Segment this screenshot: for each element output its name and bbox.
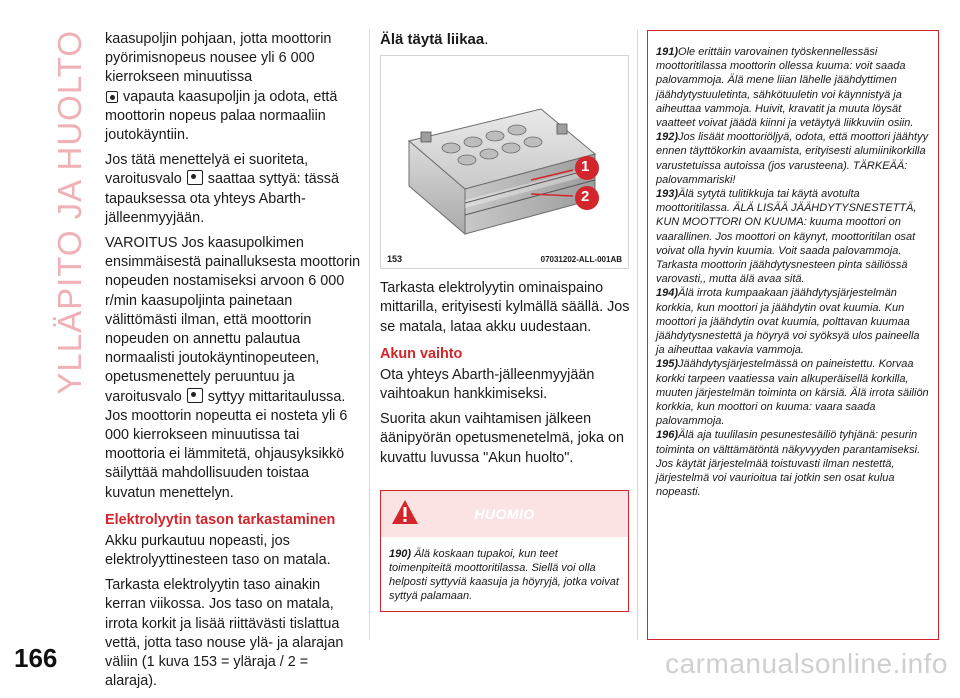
figure-number: 153: [387, 254, 403, 265]
column-left: [105, 30, 363, 698]
warnings-column: [647, 30, 939, 640]
notice-number: 190): [389, 547, 412, 560]
paragraph: Suorita akun vaihtamisen jälkeen äänipyörän opetusmenetelmä, joka on kuvattu luvussa "Akun huolto".: [380, 411, 625, 466]
warning-item: [656, 428, 930, 499]
paragraph-text: saattaa syttyä: tässä tapauksessa ota yhteys Abarth-jälleenmyyjään.: [105, 171, 339, 226]
paragraph-text: Jos tätä menettelyä ei suoriteta, varoitusvalo: [105, 152, 309, 188]
warning-lamp-icon: [187, 170, 203, 185]
warning-text: Ole erittäin varovainen työskennellessäsi moottoritilassa moottorin ollessa kuuma: voit saada palovammoja. Älä mene liian lähelle jäähdyttimen jäähdytystuuletinta, sähkötuuletin voi käynnistyä ja aiheuttaa vammoja. Huivit, kravatit ja muuta löysät vaatteet voivat jäädä kiinni ja vetäytyä liikkuviin osiin.: [656, 46, 914, 130]
page-number: 166: [14, 643, 58, 673]
paragraph-text: kaasupoljin pohjaan, jotta moottorin pyörimisnopeus nousee yli 6 000 kierrokseen minuutissa: [105, 31, 332, 86]
paragraph-text: vapauta kaasupoljin ja odota, että moottorin nopeus palaa normaaliin joutokäyntiin.: [105, 88, 338, 144]
warning-number: 195): [656, 358, 679, 371]
warning-text: Jäähdytysjärjestelmässä on paineistettu. Korvaa korkki tarpeen vaatiessa vain alkuperäisellä korkilla, muuten järjestelmän toiminta on kärsiä. Älä irrota säiliön korkkia, kun moottori on kuuma: vaara saada palovammoja.: [656, 358, 929, 428]
paragraph: [105, 151, 363, 228]
warning-number: 193): [656, 188, 679, 201]
warning-text: Jos lisäät moottoriöljyä, odota, että moottori jäähtyy ennen täyttökorkin avaamista, erityisesti alumiinikorkilla varustetuissa autoissa (jos varusteena). TÄRKEÄÄ: palovammariski!: [656, 131, 929, 186]
heading-end: .: [484, 31, 489, 48]
warning-item: [656, 45, 930, 130]
watermark: carmanualsonline.info: [665, 648, 948, 679]
warning-lamp-icon: [187, 388, 203, 403]
paragraph: [105, 30, 363, 145]
bullet-icon: [106, 91, 118, 103]
notice-title: HUOMIO: [474, 505, 535, 522]
heading-bold: Älä täytä liikaa: [380, 31, 485, 48]
callout-label-2: 2: [581, 188, 590, 206]
paragraph: Ota yhteys Abarth-jälleenmyyjään vaihtoakun hankkimiseksi.: [380, 366, 595, 403]
paragraph-text: VAROITUS Jos kaasupolkimen ensimmäisestä painalluksesta moottorin nopeuden nostamiseksi arvoon 6 000 r/min kaasupoljinta painetaan välittömästi ilman, että moottorin nopeuden on annettu palautua normaalisti joutokäyntinopeuteen, opetusmenettely peruuntuu ja varoitusvalo: [105, 235, 361, 405]
warning-number: 194): [656, 287, 679, 300]
warning-number: 196): [656, 429, 679, 442]
figure-code: 07031202-ALL-001AB: [540, 255, 622, 265]
paragraph: Tarkasta elektrolyytin taso ainakin kerran viikossa. Jos taso on matala, irrota korkit ja lisää riittävästi tislattua vettä, jotta taso nouse ylä- ja alarajan väliin (1 kuva 153 = yläraja / 2 = alaraja).: [105, 577, 344, 690]
section-title: Akun vaihto: [380, 345, 463, 362]
figure-battery: [380, 55, 629, 269]
warning-text: Älä sytytä tulitikkuja tai käytä avotulta moottoritilassa. ÄLÄ LISÄÄ JÄÄHDYTYSNESTETTÄ, KUN MOOTTORI ON KUUMA: kuuma moottori on vaarallinen. Jos moottori on käynyt, moottoritilan osat voivat olla hyvin kuumia. Voit saada palovammoja. Tarkasta moottorin jäähdytysnesteen pinta säiliössä varovasti,, mutta älä avaa sitä.: [656, 188, 917, 286]
side-tab-label: YLLÄPITO JA HUOLTO: [51, 30, 88, 395]
notice-body: [381, 537, 628, 611]
notice-box: [380, 490, 629, 612]
paragraph: Tarkasta elektrolyytin ominaispaino mittarilla, erityisesti kylmällä säällä. Jos se matala, lataa akku uudestaan.: [380, 280, 630, 335]
heading-line: [380, 30, 630, 49]
paragraph-text: syttyy mittaritaulussa.: [207, 388, 346, 405]
warning-item: [656, 130, 930, 187]
warning-number: 192): [656, 131, 679, 144]
notice-text: Älä koskaan tupakoi, kun teet toimenpiteitä moottoritilassa. Siellä voi olla helposti syttyviä kaasuja ja höyryjä, jotka voivat syttyä palamaan.: [389, 547, 619, 602]
paragraph-text: Jos moottorin nopeutta ei nosteta yli 6 000 kierrokseen minuutissa tai moottoria ei lämmitetä, ohjausyksikkö säilyttää mahdollisuuden toistaa kuvatun menettelyn.: [105, 407, 348, 501]
column-divider: [369, 30, 370, 640]
notice-header: [381, 491, 628, 537]
paragraph: Akku purkautuu nopeasti, jos elektrolyyttinesteen taso on matala.: [105, 532, 331, 569]
warning-triangle-icon: [391, 499, 419, 525]
column-middle: [380, 30, 630, 612]
warning-item: [656, 286, 930, 357]
battery-illustration: [381, 56, 628, 268]
side-tab: [47, 30, 93, 605]
warning-item: [656, 357, 930, 428]
section-title: Elektrolyytin tason tarkastaminen: [105, 511, 336, 528]
warning-text: Älä aja tuulilasin pesunestesäiliö tyhjänä: pesurin toiminta on välttämätöntä näkyvyyden parantamiseksi. Jos käytät järjestelmää toistuvasti ilman nestettä, järjestelmä voi vaurioitua tai jotkin sen osat kulua nopeasti.: [656, 429, 921, 499]
callout-label-1: 1: [581, 158, 590, 176]
paragraph: [105, 234, 363, 503]
warning-text: Älä irrota kumpaakaan jäähdytysjärjestelmän korkkia, kun moottori ja jäähdytin ovat kuumia. Kun moottori ja jäähdytin ovat kuumia, polttavan kuumaa jäähdytysnestettä ja höyryä voi syöksyä ulos paineella ja aiheuttaa vakavia vammoja.: [656, 287, 920, 357]
warning-number: 191): [656, 46, 679, 58]
column-divider: [637, 30, 638, 640]
warning-item: [656, 187, 930, 286]
